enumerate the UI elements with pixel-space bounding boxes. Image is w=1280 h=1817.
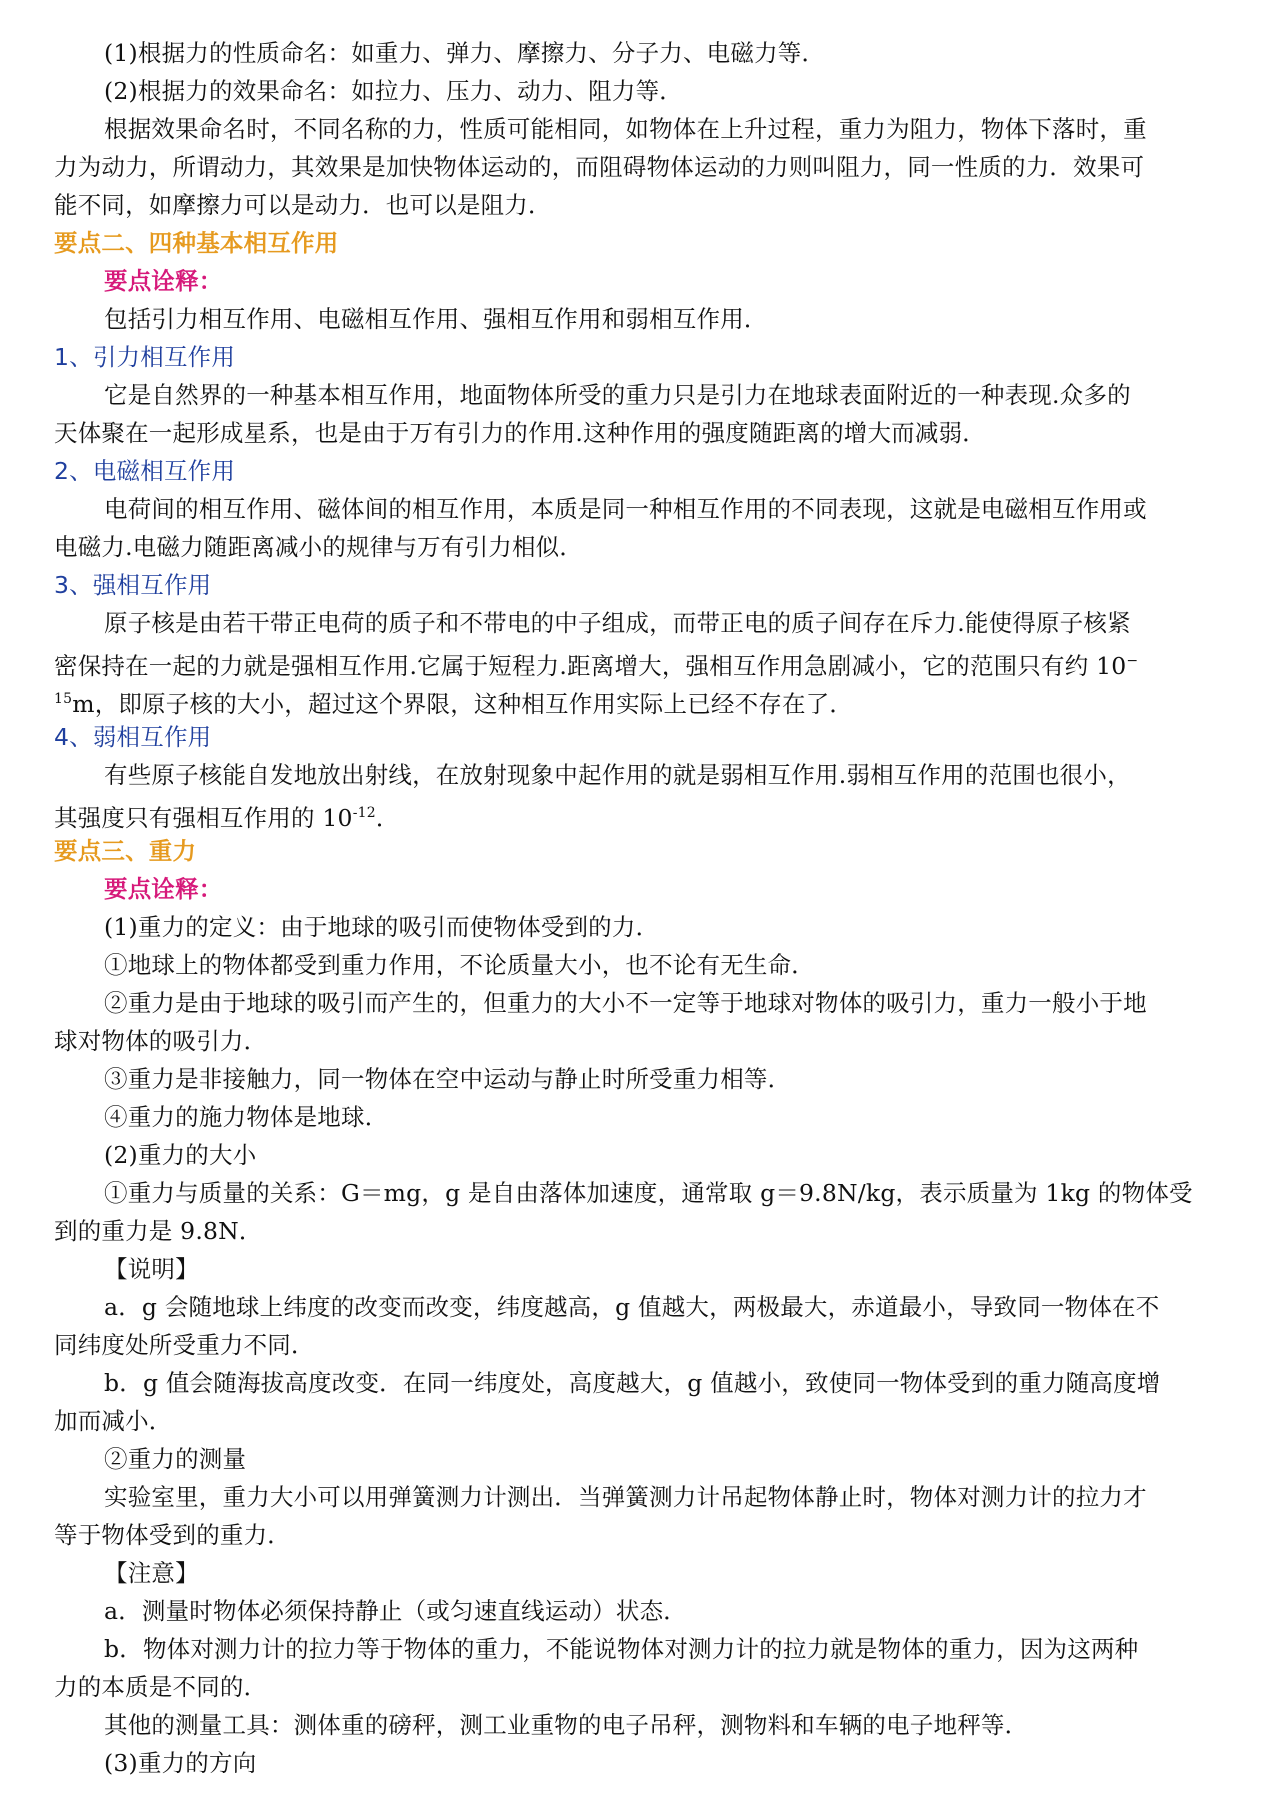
text-segment: m，即原子核的大小，超过这个界限，这种相互作用实际上已经不存在了．: [72, 690, 854, 718]
text-line: [54, 794, 1224, 832]
text-line: (2)根据力的效果命名：如拉力、压力、动力、阻力等．: [104, 77, 683, 105]
key-points-label: 要点诠释：: [104, 875, 223, 903]
text-segment: 其强度只有强相互作用的 10: [54, 804, 353, 832]
text-line: 球对物体的吸引力．: [54, 1027, 268, 1055]
note-label: 【说明】: [104, 1255, 199, 1283]
text-line: 同纬度处所受重力不同．: [54, 1331, 315, 1359]
text-line: 其他的测量工具：测体重的磅秤，测工业重物的电子吊秤，测物料和车辆的电子地秤等．: [104, 1711, 1029, 1739]
text-line: 原子核是由若干带正电荷的质子和不带电的中子组成，而带正电的质子间存在斥力.能使得原子核紧: [104, 609, 1131, 637]
text-line: 有些原子核能自发地放出射线，在放射现象中起作用的就是弱相互作用.弱相互作用的范围也很小，: [104, 761, 1131, 789]
text-line: 包括引力相互作用、电磁相互作用、强相互作用和弱相互作用．: [104, 305, 768, 333]
superscript: 15: [54, 691, 73, 707]
text-line: (1)根据力的性质命名：如重力、弹力、摩擦力、分子力、电磁力等．: [104, 39, 826, 67]
text-line: ②重力是由于地球的吸引而产生的，但重力的大小不一定等于地球对物体的吸引力，重力一般小于地: [104, 989, 1147, 1017]
key-points-label: 要点诠释：: [104, 267, 223, 295]
text-line: (1)重力的定义：由于地球的吸引而使物体受到的力．: [104, 913, 660, 941]
text-line: 等于物体受到的重力．: [54, 1521, 291, 1549]
text-line: 根据效果命名时，不同名称的力，性质可能相同，如物体在上升过程，重力为阻力，物体下落时，重: [104, 115, 1147, 143]
text-line: 电荷间的相互作用、磁体间的相互作用，本质是同一种相互作用的不同表现，这就是电磁相互作用或: [104, 495, 1147, 523]
text-line: b．物体对测力计的拉力等于物体的重力，不能说物体对测力计的拉力就是物体的重力，因为这两种: [104, 1635, 1139, 1663]
attention-label: 【注意】: [104, 1559, 199, 1587]
superscript: −: [1126, 653, 1139, 669]
text-line: a．g 会随地球上纬度的改变而改变，纬度越高，g 值越大，两极最大，赤道最小，导致同一物体在不: [104, 1293, 1160, 1321]
text-line: 到的重力是 9.8N．: [54, 1217, 263, 1245]
text-line: 加而减小．: [54, 1407, 173, 1435]
text-line: ①重力与质量的关系：G＝mg，g 是自由落体加速度，通常取 g＝9.8N/kg，表示质量为 1kg 的物体受: [104, 1179, 1193, 1207]
text-line: (3)重力的方向: [104, 1749, 257, 1777]
text-line: ②重力的测量: [104, 1445, 247, 1473]
text-line: 力的本质是不同的．: [54, 1673, 268, 1701]
text-line: [54, 642, 1224, 680]
text-line: a．测量时物体必须保持静止（或匀速直线运动）状态．: [104, 1597, 688, 1625]
subsection-heading-3: 3、强相互作用: [54, 571, 212, 599]
text-line: (2)重力的大小: [104, 1141, 257, 1169]
text-segment: ．: [375, 804, 400, 832]
text-line: 电磁力.电磁力随距离减小的规律与万有引力相似．: [54, 533, 584, 561]
text-line: 天体聚在一起形成星系，也是由于万有引力的作用.这种作用的强度随距离的增大而减弱．: [54, 419, 986, 447]
subsection-heading-2: 2、电磁相互作用: [54, 457, 236, 485]
text-line: 力为动力，所谓动力，其效果是加快物体运动的，而阻碍物体运动的力则叫阻力，同一性质的力．效果可: [54, 153, 1145, 181]
text-line: ③重力是非接触力，同一物体在空中运动与静止时所受重力相等．: [104, 1065, 792, 1093]
text-line: 能不同，如摩擦力可以是动力．也可以是阻力．: [54, 191, 552, 219]
text-line: [54, 680, 1224, 718]
text-line: 实验室里，重力大小可以用弹簧测力计测出．当弹簧测力计吊起物体静止时，物体对测力计的拉力才: [104, 1483, 1147, 1511]
subsection-heading-4: 4、弱相互作用: [54, 723, 212, 751]
section-heading-2: 要点二、四种基本相互作用: [54, 229, 339, 257]
text-line: ①地球上的物体都受到重力作用，不论质量大小，也不论有无生命．: [104, 951, 815, 979]
section-heading-3: 要点三、重力: [54, 837, 197, 865]
text-segment: 密保持在一起的力就是强相互作用.它属于短程力.距离增大，强相互作用急剧减小，它的范围只有约 10: [54, 652, 1127, 680]
text-line: 它是自然界的一种基本相互作用，地面物体所受的重力只是引力在地球表面附近的一种表现.众多的: [104, 381, 1131, 409]
superscript: -12: [352, 805, 376, 821]
subsection-heading-1: 1、引力相互作用: [54, 343, 236, 371]
text-line: b．g 值会随海拔高度改变．在同一纬度处，高度越大，g 值越小，致使同一物体受到的重力随高度增: [104, 1369, 1161, 1397]
text-line: ④重力的施力物体是地球．: [104, 1103, 389, 1131]
